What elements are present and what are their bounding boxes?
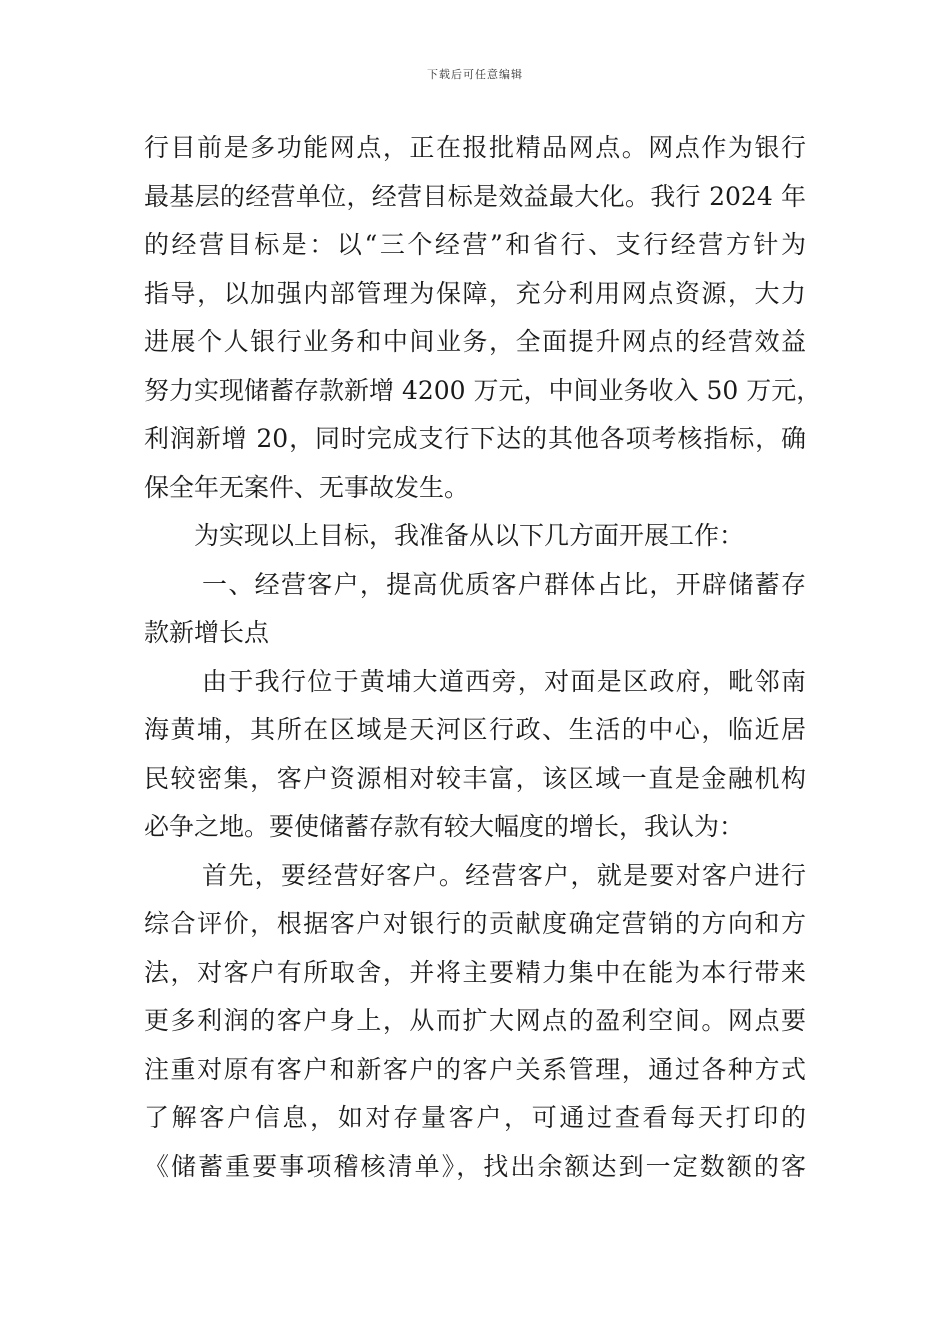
text-line: 法，对客户有所取舍，并将主要精力集中在能为本行带来 xyxy=(144,957,806,987)
text-line: 海黄埔，其所在区域是天河区行政、生活的中心，临近居 xyxy=(144,715,806,744)
text-line: 进展个人银行业务和中间业务，全面提升网点的经营效益 xyxy=(144,327,806,356)
text-line: 努力实现储蓄存款新增 4200 万元，中间业务收入 50 万元， xyxy=(144,375,822,405)
text-line: 最基层的经营单位，经营目标是效益最大化。我行 2024 年 xyxy=(144,181,806,211)
text-line: 行目前是多功能网点，正在报批精品网点。网点作为银行 xyxy=(144,133,806,162)
text-line: 指导，以加强内部管理为保障，充分利用网点资源，大力 xyxy=(144,278,806,308)
text-line: 综合评价，根据客户对银行的贡献度确定营销的方向和方 xyxy=(144,909,806,938)
text-line: 民较密集，客户资源相对较丰富，该区域一直是金融机构 xyxy=(144,763,806,793)
text-line: 《储蓄重要事项稽核清单》，找出余额达到一定数额的客 xyxy=(144,1151,806,1181)
paragraph-start: 首先，要经营好客户。经营客户，就是要对客户进行 xyxy=(202,860,806,890)
text-line: 必争之地。要使储蓄存款有较大幅度的增长，我认为： xyxy=(144,812,745,841)
document-body xyxy=(144,124,822,1191)
text-line: 了解客户信息，如对存量客户，可通过查看每天打印的 xyxy=(144,1103,806,1132)
section-heading-cont: 款新增长点 xyxy=(144,618,270,647)
text-line: 注重对原有客户和新客户的客户关系管理，通过各种方式 xyxy=(144,1054,806,1084)
section-heading: 一、经营客户，提高优质客户群体占比，开辟储蓄存 xyxy=(202,569,806,599)
text-line: 的经营目标是：以“三个经营”和省行、支行经营方针为 xyxy=(144,230,806,259)
paragraph-start: 为实现以上目标，我准备从以下几方面开展工作： xyxy=(194,521,745,550)
text-line: 利润新增 20，同时完成支行下达的其他各项考核指标，确 xyxy=(144,424,806,453)
page-header: 下载后可任意编辑 xyxy=(427,68,523,81)
text-line: 保全年无案件、无事故发生。 xyxy=(144,472,470,502)
text-line: 更多利润的客户身上，从而扩大网点的盈利空间。网点要 xyxy=(144,1006,806,1035)
paragraph-start: 由于我行位于黄埔大道西旁，对面是区政府，毗邻南 xyxy=(202,666,806,696)
